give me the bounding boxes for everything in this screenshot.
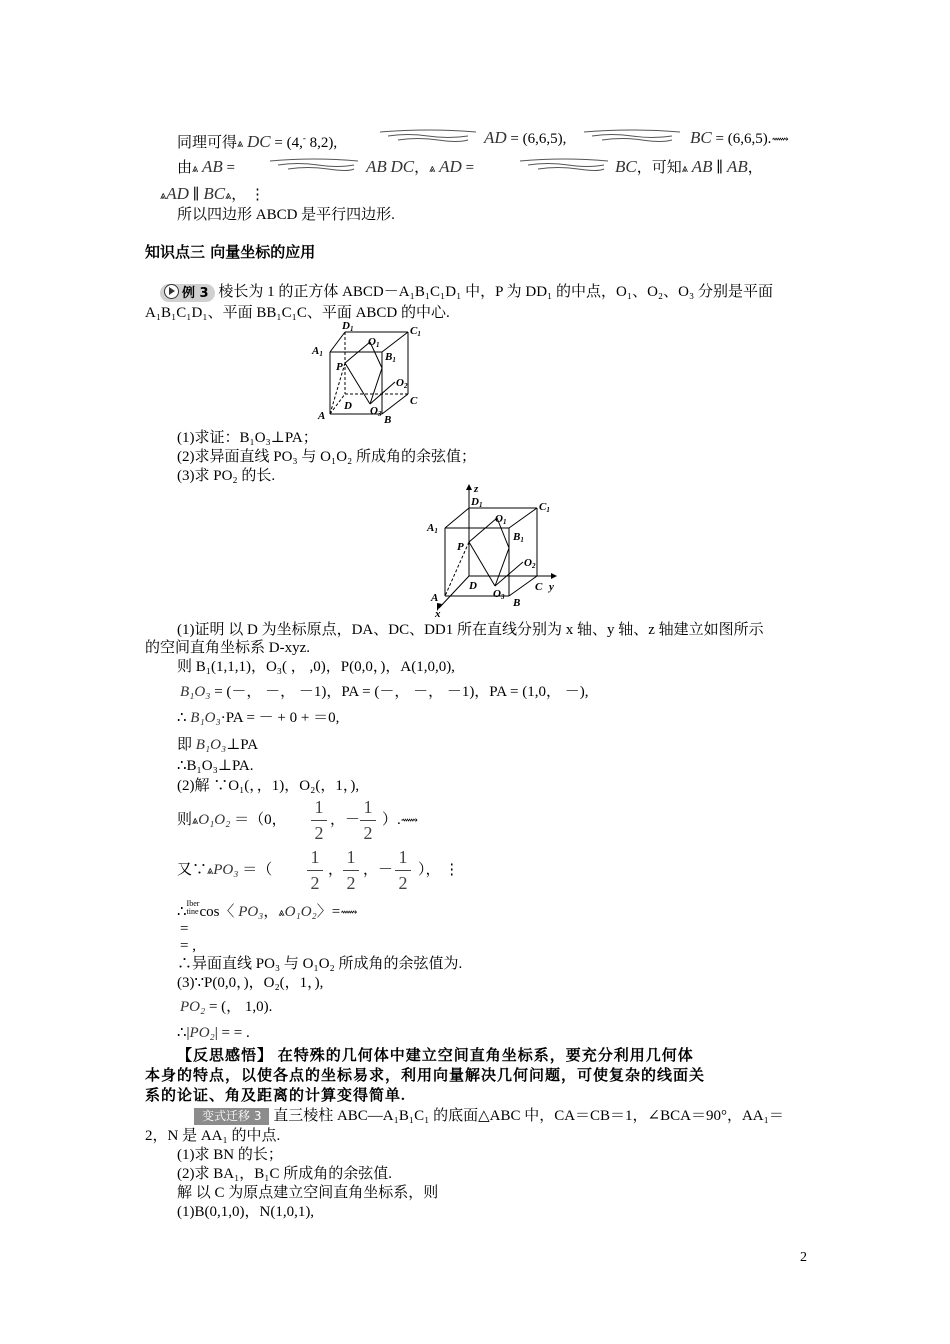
text: 同理可得 bbox=[177, 135, 238, 151]
label-b: B bbox=[384, 414, 392, 426]
text-line bbox=[177, 1023, 250, 1043]
label-o3: O3 bbox=[493, 588, 505, 601]
vector-bc: BC bbox=[690, 128, 712, 147]
question-2: (2)求异面直线 PO₃ 与 O₁O₂ 所成角的余弦值； bbox=[177, 449, 477, 465]
text-line: A₁B₁C₁D₁、平面 BB₁C₁C、平面 ABCD 的中心. bbox=[145, 305, 450, 321]
fraction bbox=[307, 847, 323, 894]
text: ，可知 bbox=[636, 160, 682, 176]
example-badge bbox=[160, 284, 215, 302]
garbled-arrow-decoration bbox=[268, 158, 360, 172]
vector-dc: DC bbox=[390, 157, 415, 176]
vector-dc: DC bbox=[246, 132, 271, 151]
text: ， ⋮ bbox=[231, 187, 266, 203]
play-icon bbox=[164, 284, 179, 299]
text: ， bbox=[263, 904, 279, 920]
label-p: P bbox=[336, 361, 343, 373]
text-line: (1)证明 以 D 为坐标原点，DA、DC、DD1 所在直线分别为 x 轴、y 轴、z 轴建立如图所示 bbox=[177, 622, 764, 638]
label-o1: O1 bbox=[368, 336, 380, 349]
text-line: 所以四边形 ABCD 是平行四边形. bbox=[177, 207, 395, 223]
denominator: 2 bbox=[310, 873, 320, 893]
text: ·PA = － + 0 + ＝0, bbox=[220, 710, 340, 726]
text: 棱长为 1 的正方体 ABCD－A₁B₁C₁D₁ 中，P 为 DD₁ 的中点，O₁、O₂、O₃ 分别是平面 bbox=[218, 284, 773, 300]
vector-bc: BC bbox=[203, 184, 226, 203]
text-line bbox=[177, 735, 258, 755]
text: ∥ bbox=[712, 160, 727, 176]
text: ＝（0， bbox=[234, 812, 287, 828]
axis-y: y bbox=[549, 581, 554, 593]
text: | = = . bbox=[214, 1025, 250, 1041]
vector-bc: BC bbox=[615, 157, 637, 176]
label-c1: C1 bbox=[539, 501, 550, 514]
cube-figure-1 bbox=[310, 318, 425, 426]
text-line bbox=[180, 997, 272, 1017]
text: = (4, bbox=[270, 135, 303, 151]
label-a1: A1 bbox=[427, 522, 438, 535]
text-line: 由⩓ AB = bbox=[177, 157, 235, 176]
text: ，－ bbox=[363, 862, 394, 878]
text: ）. bbox=[382, 812, 401, 828]
text: ）， ⋮ bbox=[418, 862, 460, 878]
label-d1: D1 bbox=[471, 496, 483, 509]
text: = (－， －， －1)，PA = (－， －， －1)，PA = (1,0， －), bbox=[210, 684, 589, 700]
label-a: A bbox=[431, 592, 439, 604]
text: 直三棱柱 ABC—A₁B₁C₁ 的底面△ABC 中，CA＝CB＝1，∠BCA＝90°，AA₁＝ bbox=[273, 1108, 784, 1124]
label-o1: O1 bbox=[495, 513, 507, 526]
label-a: A bbox=[318, 410, 326, 422]
text-line bbox=[484, 128, 566, 149]
label-p: P bbox=[457, 541, 464, 553]
vector-po3: PO₃ bbox=[213, 862, 239, 878]
text: = bbox=[461, 160, 475, 176]
vector-ad: AD bbox=[484, 128, 507, 147]
text-line bbox=[194, 1106, 784, 1126]
text-line: ∴Iber tinecos〈 PO₃，⩓O₁O₂〉=⟿ bbox=[177, 899, 358, 920]
label-d: D bbox=[469, 580, 477, 592]
fraction bbox=[311, 797, 327, 844]
axis-z: z bbox=[474, 484, 479, 495]
text-line: 2，N 是 AA₁ 的中点. bbox=[145, 1128, 281, 1144]
vector-o1o2: O₁O₂ bbox=[198, 812, 231, 828]
reflection-line: 系的论证、角及距离的计算变得简单. bbox=[145, 1088, 406, 1104]
text: Iber bbox=[186, 899, 200, 908]
label-b1: B1 bbox=[513, 531, 524, 544]
denominator: 2 bbox=[398, 873, 408, 893]
text: 〉= bbox=[316, 904, 341, 920]
fraction bbox=[360, 797, 376, 844]
text: 例 3 bbox=[182, 285, 209, 301]
text: ⊥PA bbox=[226, 737, 259, 753]
page-number: 2 bbox=[800, 1250, 807, 1265]
vector-ab: AB bbox=[201, 157, 223, 176]
question-3: (3)求 PO₂ 的长. bbox=[177, 468, 276, 484]
text: = , bbox=[180, 938, 196, 954]
text: 又∵ bbox=[177, 862, 208, 878]
question-1: (1)求证：B₁O₃⊥PA； bbox=[177, 430, 318, 446]
label-o3: O3 bbox=[370, 405, 382, 418]
vector-ad: AD bbox=[166, 184, 189, 203]
label-c1: C1 bbox=[410, 325, 421, 338]
text: = (6,6,5), bbox=[506, 131, 567, 147]
garbled-arrow-decoration bbox=[518, 158, 610, 172]
label-d: D bbox=[344, 400, 352, 412]
text: ∴ bbox=[177, 710, 187, 726]
text-line: ）.⟿ bbox=[382, 812, 418, 828]
garbled-arrow-decoration bbox=[378, 129, 478, 143]
vector-ab: AB bbox=[691, 157, 713, 176]
text: 则 bbox=[177, 812, 193, 828]
numerator: 1 bbox=[314, 797, 324, 817]
section-heading: 知识点三 向量坐标的应用 bbox=[145, 243, 316, 261]
text-line: BC，可知⩓ AB ∥ AB， bbox=[615, 157, 763, 176]
text-line: 则 B₁(1,1,1)，O₃( ， ,0)，P(0,0，)，A(1,0,0), bbox=[177, 659, 455, 675]
text: = bbox=[222, 160, 235, 176]
text-line: BC = (6,6,5).⟿ bbox=[690, 128, 789, 147]
vector-po2: PO₂ bbox=[180, 999, 206, 1015]
label-c: C bbox=[535, 581, 543, 593]
text: = (6,6,5). bbox=[711, 131, 772, 147]
vector-ab: AB bbox=[366, 157, 387, 176]
text: cos〈 bbox=[199, 904, 235, 920]
text: 即 bbox=[177, 737, 193, 753]
text: ， bbox=[328, 862, 344, 878]
text-line: ∴异面直线 PO₃ 与 O₁O₂ 所成角的余弦值为. bbox=[177, 956, 463, 972]
numerator: 1 bbox=[346, 847, 356, 867]
text-line bbox=[177, 708, 339, 728]
text: = bbox=[180, 921, 189, 937]
denominator: 2 bbox=[346, 873, 356, 893]
text-line bbox=[180, 682, 588, 702]
text: 8,2), bbox=[309, 135, 338, 151]
text-line: 则⩓O₁O₂ ＝（0， bbox=[177, 812, 287, 828]
text: ∴ bbox=[177, 904, 187, 920]
denominator: 2 bbox=[314, 823, 324, 843]
text-line: (2)解 ∵O₁(，，1)，O₂(，1，), bbox=[177, 778, 360, 794]
vector-b1o3: B₁O₃ bbox=[180, 684, 211, 700]
fraction bbox=[343, 847, 359, 894]
vector-b1o3: B₁O₃ bbox=[195, 737, 227, 753]
cube-figure-2 bbox=[425, 484, 560, 619]
label-d1: D1 bbox=[342, 320, 354, 333]
text-line: (3)∵P(0,0，)，O₂(，1，), bbox=[177, 975, 324, 991]
numerator: 1 bbox=[310, 847, 320, 867]
vector-po2: PO₂ bbox=[189, 1025, 215, 1041]
text-line: 的空间直角坐标系 D-xyz. bbox=[145, 640, 310, 656]
reflection-line: 【反思感悟】 在特殊的几何体中建立空间直角坐标系，要充分利用几何体 bbox=[177, 1048, 694, 1064]
label-a1: A1 bbox=[312, 345, 323, 358]
vector-ab: AB bbox=[726, 157, 748, 176]
text: 由 bbox=[177, 160, 193, 176]
vector-o1o2: O₁O₂ bbox=[284, 904, 317, 920]
label-b: B bbox=[513, 597, 521, 609]
numerator: 1 bbox=[363, 797, 373, 817]
text: ∴| bbox=[177, 1025, 190, 1041]
text-line: 同理可得⩓ DC = (4,- 8,2), bbox=[177, 132, 338, 151]
axis-x: x bbox=[435, 608, 441, 619]
text: ， bbox=[747, 160, 763, 176]
text-line: ∴B₁O₃⊥PA. bbox=[177, 758, 254, 774]
text-line: (2)求 BA₁，B₁C 所成角的余弦值. bbox=[177, 1166, 393, 1182]
text-line: (1)求 BN 的长； bbox=[177, 1147, 283, 1163]
variant-badge: 变式迁移 3 bbox=[194, 1108, 269, 1125]
label-c: C bbox=[410, 395, 418, 407]
text-line: (1)B(0,1,0)，N(1,0,1), bbox=[177, 1204, 315, 1220]
text-line: 又∵⩓PO₃ ＝（ bbox=[177, 862, 273, 878]
text: = (， 1,0). bbox=[205, 999, 273, 1015]
vector-ad: AD bbox=[439, 157, 462, 176]
numerator: 1 bbox=[398, 847, 408, 867]
label-o2: O2 bbox=[396, 377, 408, 390]
vector-po3: PO₃ bbox=[238, 904, 264, 920]
text-line: ⩓AD ∥ BC⩓， ⋮ bbox=[160, 184, 266, 203]
garbled-arrow-decoration bbox=[582, 129, 682, 143]
text-line: AB DC，⩓ AD = bbox=[366, 157, 475, 176]
label-b1: B1 bbox=[385, 351, 396, 364]
text: ，－ bbox=[330, 812, 361, 828]
text: tine bbox=[186, 907, 199, 916]
denominator: 2 bbox=[363, 823, 373, 843]
vector-b1o3: B₁O₃ bbox=[190, 710, 221, 726]
text: ＝（ bbox=[242, 862, 273, 878]
text-line bbox=[160, 282, 773, 302]
text-line: 解 以 C 为原点建立空间直角坐标系，则 bbox=[177, 1185, 439, 1201]
text: ， bbox=[414, 160, 430, 176]
text: ∥ bbox=[188, 187, 204, 203]
fraction bbox=[395, 847, 411, 894]
label-o2: O2 bbox=[524, 557, 536, 570]
reflection-line: 本身的特点，以使各点的坐标易求，利用向量解决几何问题，可使复杂的线面关 bbox=[145, 1068, 706, 1084]
